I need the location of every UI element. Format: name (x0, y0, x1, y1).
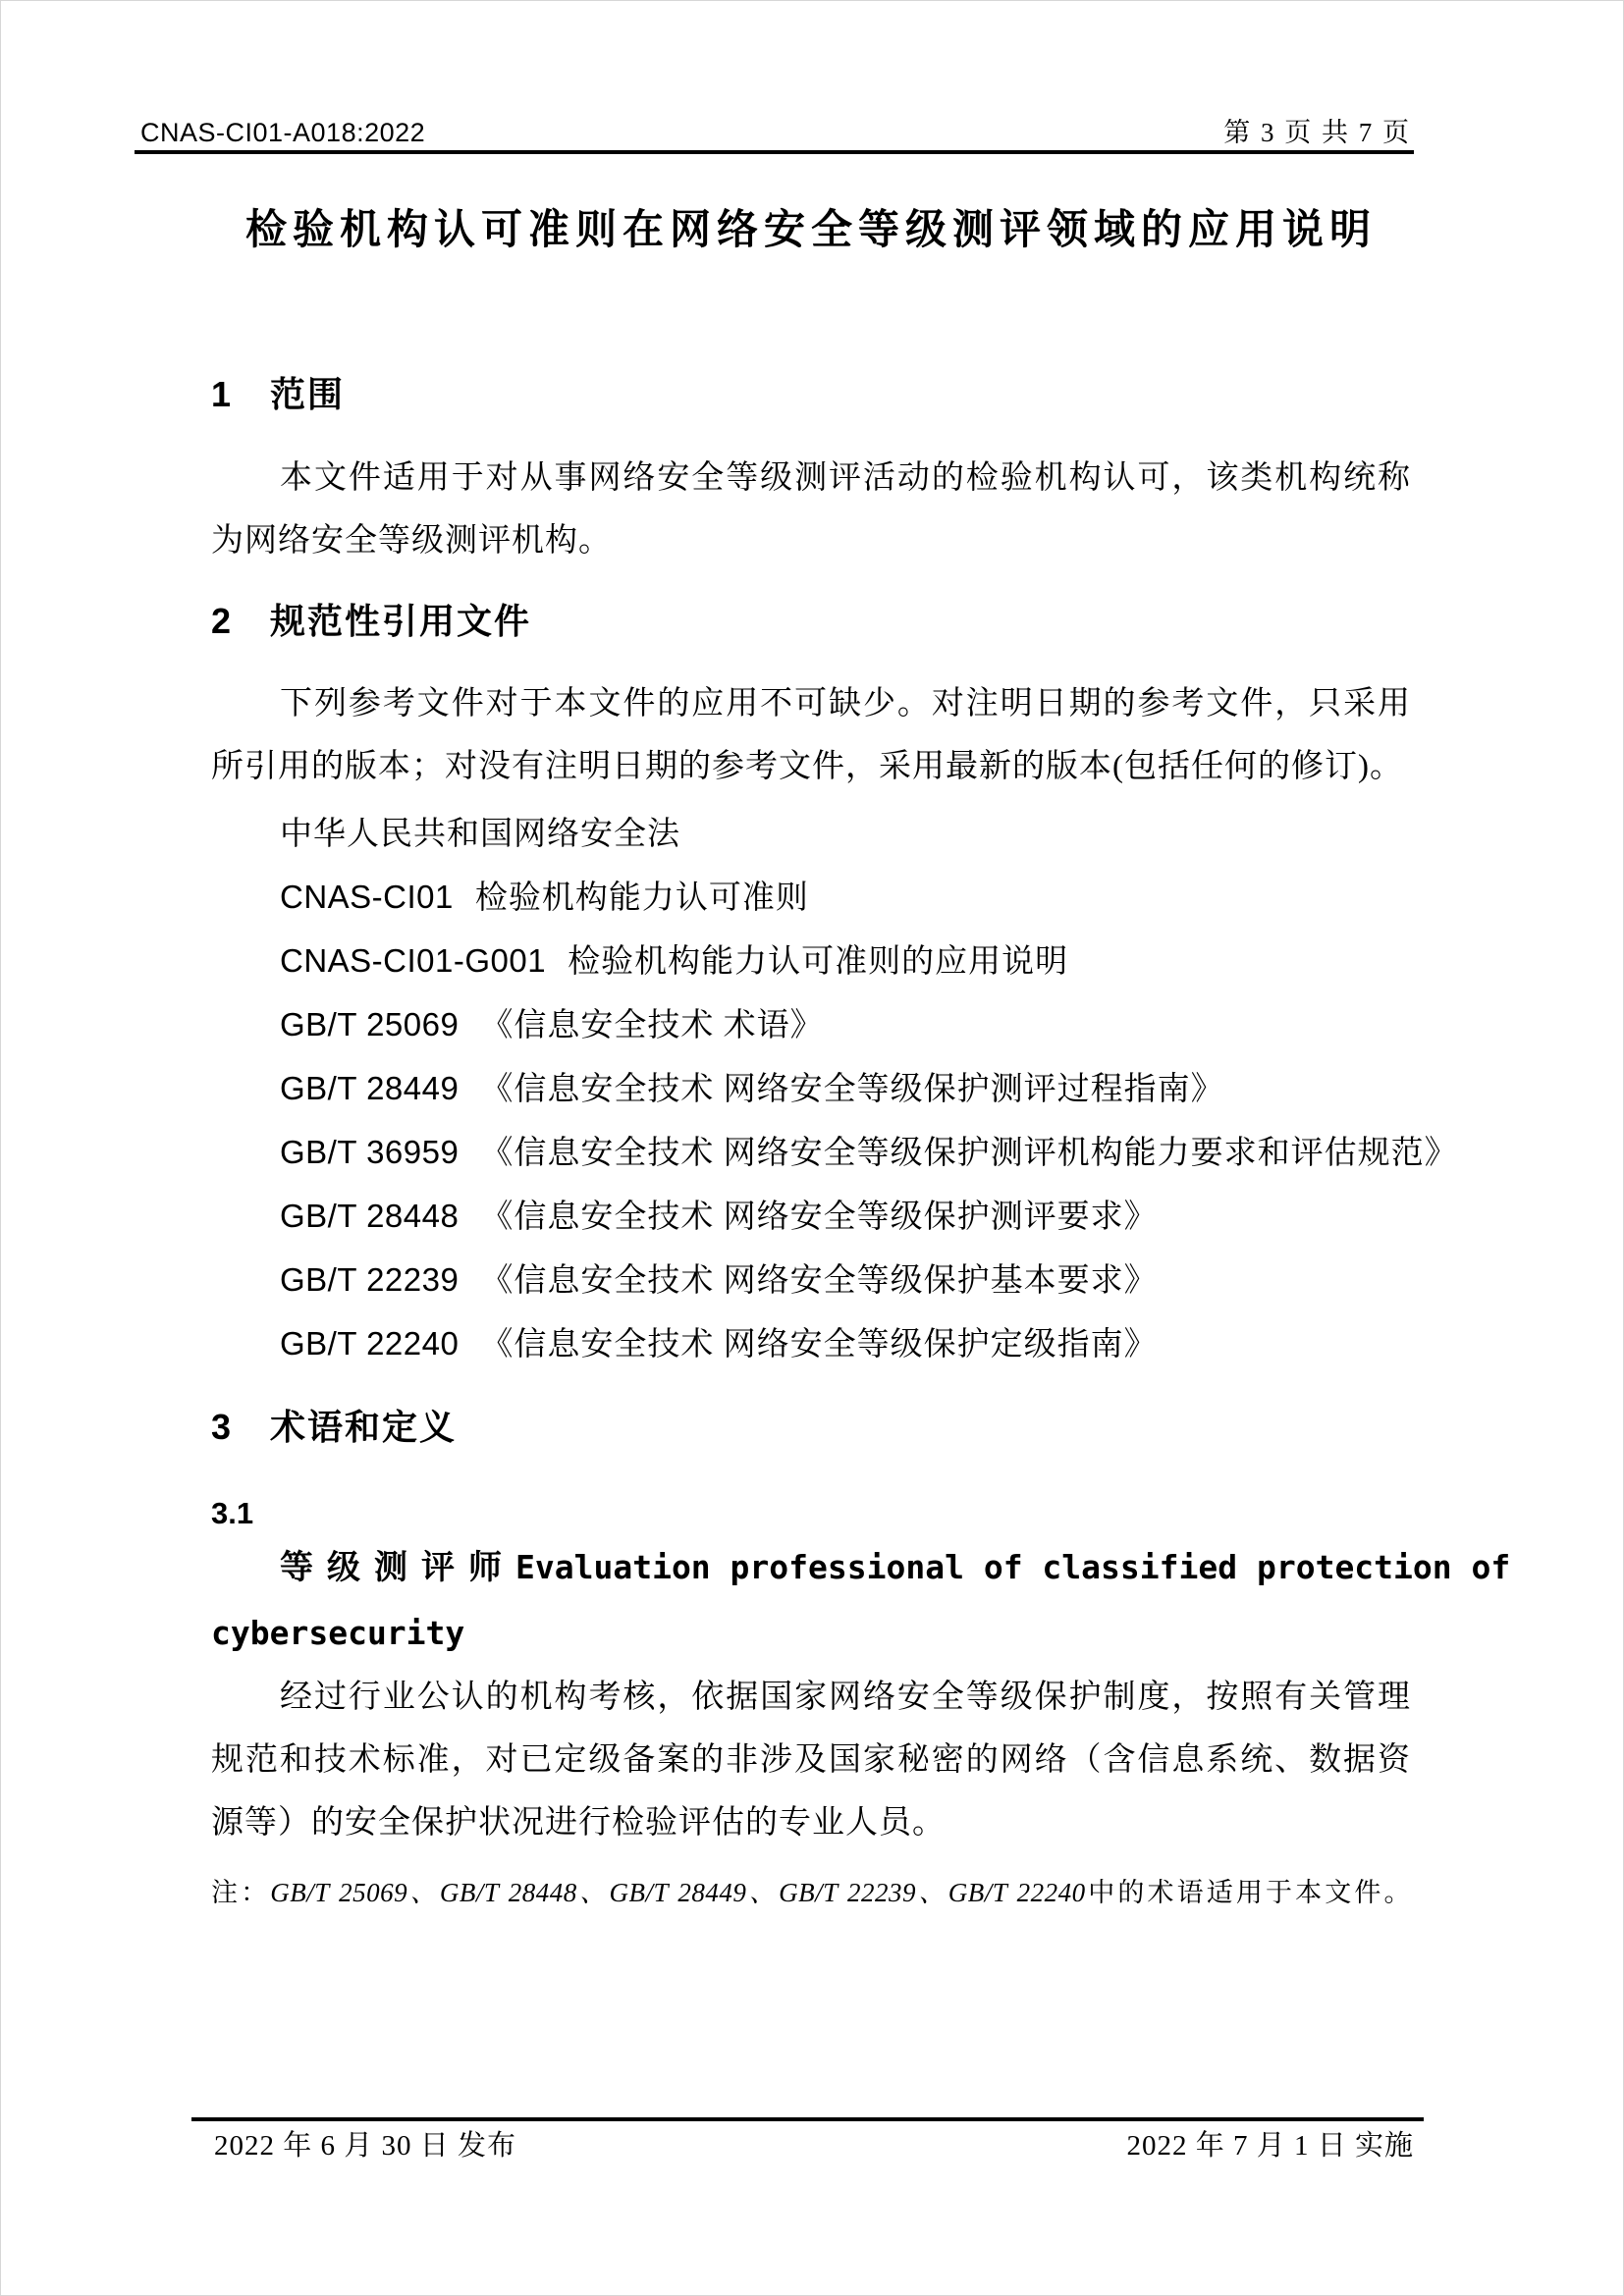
reference-title: 检验机构能力认可准则 (474, 881, 809, 916)
page-footer (214, 2126, 1414, 2165)
document-body (211, 0, 1511, 1912)
page-number-indicator: 第 3 页 共 7 页 (1223, 118, 1411, 147)
implementation-date: 2022 年 7 月 1 日 实施 (1126, 2130, 1414, 2162)
term-definition-line (211, 1535, 1511, 1601)
term-definition-paragraph: 经过行业公认的机构考核，依据国家网络安全等级保护制度，按照有关管理规范和技术标准，对已定级备案的非涉及国家秘密的网络（含信息系统、数据资源等）的安全保护状况进行检验评估的专业人员。 (211, 1680, 1411, 1841)
reference-item (211, 1312, 1411, 1376)
section-3-number: 3 (211, 1407, 232, 1447)
note-standard-codes: GB/T 25069、GB/T 28448、GB/T 28449、GB/T 22239、GB/T 22240 (270, 1878, 1086, 1907)
issue-date: 2022 年 6 月 30 日 发布 (214, 2130, 517, 2162)
section-1-paragraph: 本文件适用于对从事网络安全等级测评活动的检验机构认可，该类机构统称为网络安全等级测评机构。 (211, 460, 1411, 559)
terminology-note (211, 1873, 1411, 1912)
section-1-number: 1 (211, 374, 232, 414)
section-2-number: 2 (211, 601, 232, 641)
reference-code: CNAS-CI01-G001 (280, 942, 547, 979)
term-english: Evaluation professional of classified protection of (515, 1548, 1511, 1586)
reference-item (211, 1249, 1411, 1312)
section-2-paragraph: 下列参考文件对于本文件的应用不可缺少。对注明日期的参考文件，只采用所引用的版本；对没有注明日期的参考文件，采用最新的版本(包括任何的修订)。 (211, 686, 1411, 784)
reference-title: 《信息安全技术 术语》 (480, 1008, 824, 1043)
doc-number: CNAS-CI01-A018:2022 (140, 118, 426, 147)
section-3-heading (211, 1406, 1411, 1449)
reference-code: GB/T 36959 (280, 1134, 460, 1170)
reference-code: GB/T 25069 (280, 1006, 460, 1042)
reference-title: 中华人民共和国网络安全法 (280, 817, 680, 852)
section-1-heading (211, 373, 1411, 416)
reference-item (211, 930, 1411, 993)
reference-code: GB/T 28448 (280, 1198, 460, 1234)
footer-rule (191, 2117, 1424, 2121)
reference-item (211, 993, 1411, 1057)
clause-3-1-number: 3.1 (211, 1496, 254, 1530)
reference-title: 检验机构能力认可准则的应用说明 (568, 944, 1069, 980)
reference-code: GB/T 22239 (280, 1261, 460, 1298)
reference-title: 《信息安全技术 网络安全等级保护测评机构能力要求和评估规范》 (480, 1136, 1458, 1171)
section-1-title: 范围 (270, 374, 346, 414)
reference-item (211, 802, 1411, 866)
reference-code: CNAS-CI01 (280, 879, 454, 915)
reference-code: GB/T 28449 (280, 1070, 460, 1106)
term-english-continued: cybersecurity (211, 1614, 465, 1652)
note-prefix: 注： (211, 1878, 271, 1907)
reference-item (211, 1121, 1458, 1185)
reference-code: GB/T 22240 (280, 1325, 460, 1362)
term-chinese: 等级测评师 (280, 1550, 515, 1586)
document-title: 检验机构认可准则在网络安全等级测评领域的应用说明 (244, 206, 1377, 252)
reference-title: 《信息安全技术 网络安全等级保护测评要求》 (480, 1200, 1158, 1235)
reference-item (211, 1057, 1411, 1121)
reference-title: 《信息安全技术 网络安全等级保护基本要求》 (480, 1263, 1158, 1299)
reference-title: 《信息安全技术 网络安全等级保护测评过程指南》 (480, 1072, 1224, 1107)
note-suffix: 中的术语适用于本文件。 (1085, 1878, 1412, 1907)
reference-item (211, 866, 1411, 930)
reference-item (211, 1185, 1411, 1249)
section-3-title: 术语和定义 (270, 1407, 458, 1447)
section-2-heading (211, 600, 1411, 643)
reference-list (211, 802, 1458, 1376)
reference-title: 《信息安全技术 网络安全等级保护定级指南》 (480, 1327, 1158, 1362)
section-2-title: 规范性引用文件 (270, 601, 532, 641)
